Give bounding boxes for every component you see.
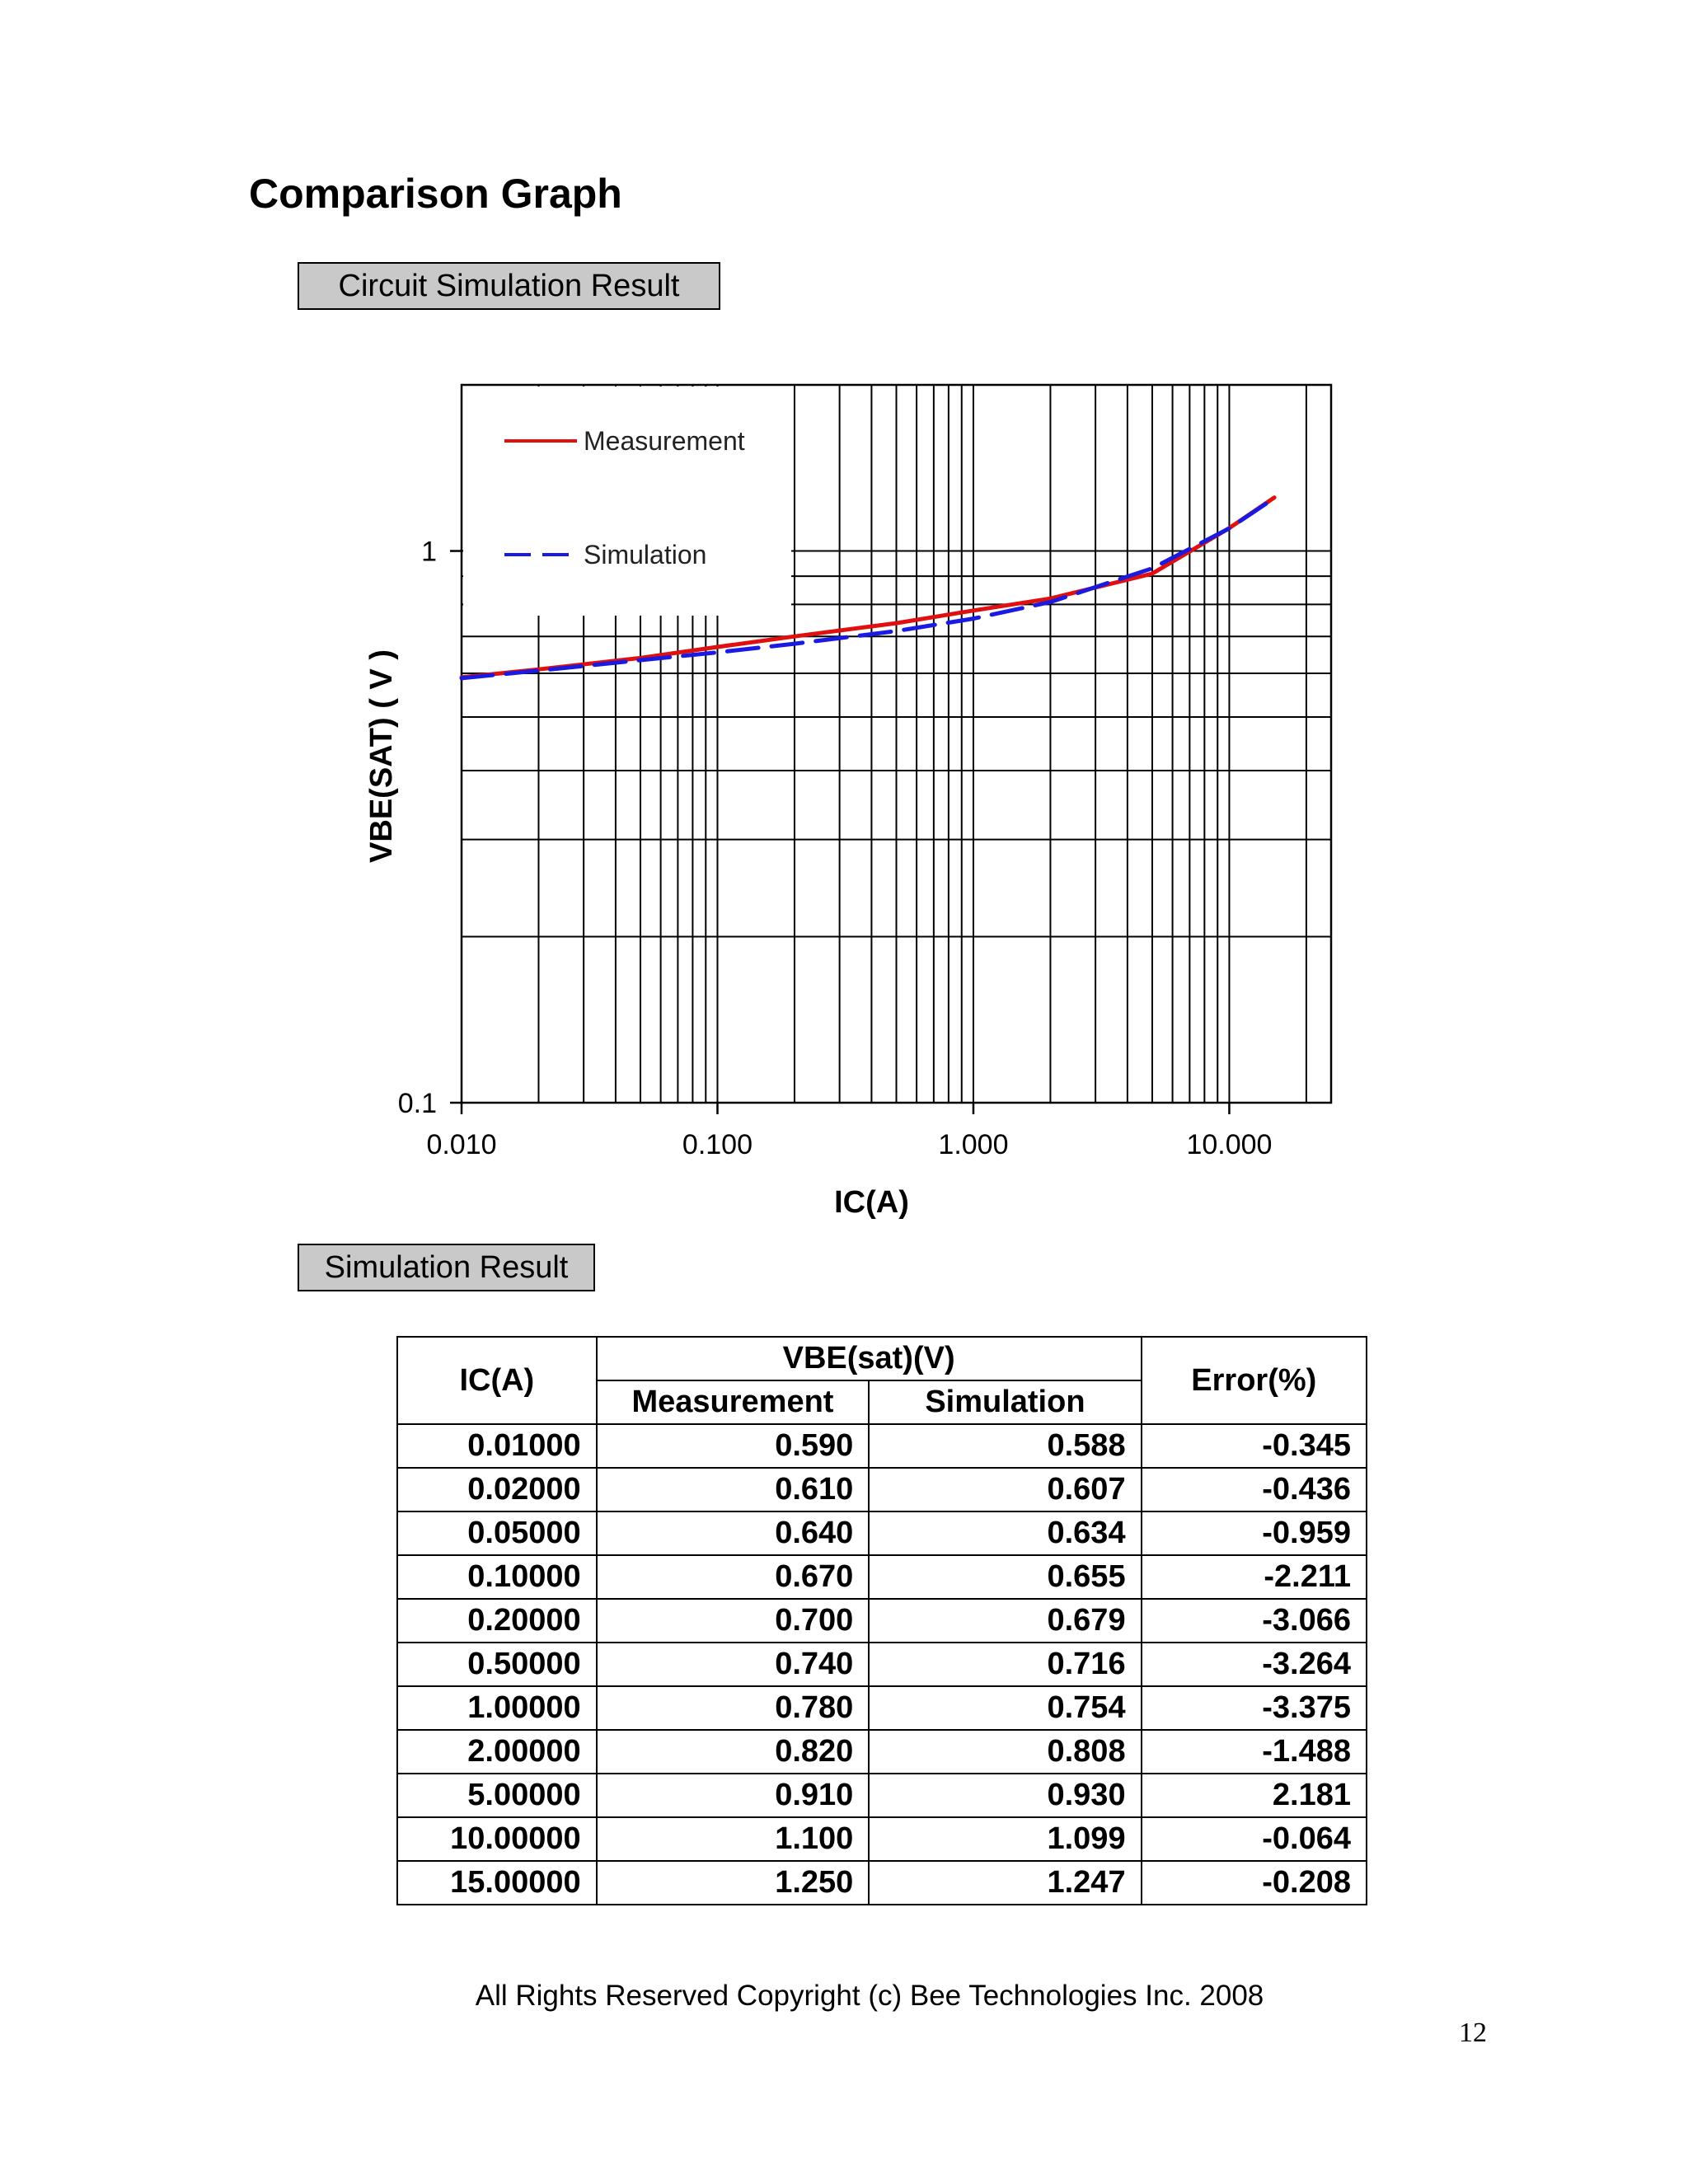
header-simulation: Simulation (869, 1380, 1141, 1424)
y-tick-label: 0.1 (397, 1088, 437, 1119)
comparison-chart (354, 363, 1376, 1253)
cell-measurement: 0.700 (597, 1599, 870, 1643)
cell-ic: 2.00000 (397, 1730, 597, 1774)
page-title: Comparison Graph (249, 171, 622, 217)
cell-error: -0.436 (1142, 1468, 1367, 1511)
y-tick-label: 1 (421, 536, 437, 568)
cell-measurement: 0.640 (597, 1511, 870, 1555)
cell-measurement: 0.610 (597, 1468, 870, 1511)
cell-simulation: 1.247 (869, 1861, 1141, 1905)
cell-measurement: 1.250 (597, 1861, 870, 1905)
cell-ic: 10.00000 (397, 1817, 597, 1861)
x-tick-label: 10.000 (1186, 1129, 1273, 1160)
cell-measurement: 0.670 (597, 1555, 870, 1599)
table-row (397, 1774, 1367, 1817)
cell-error: 2.181 (1142, 1774, 1367, 1817)
table-row (397, 1511, 1367, 1555)
legend-label-simulation: Simulation (584, 540, 707, 569)
cell-measurement: 0.780 (597, 1686, 870, 1730)
cell-simulation: 0.808 (869, 1730, 1141, 1774)
cell-ic: 0.10000 (397, 1555, 597, 1599)
table-row (397, 1599, 1367, 1643)
table-row (397, 1686, 1367, 1730)
cell-simulation: 0.679 (869, 1599, 1141, 1643)
header-vbe: VBE(sat)(V) (597, 1337, 1142, 1380)
cell-simulation: 1.099 (869, 1817, 1141, 1861)
table-row (397, 1730, 1367, 1774)
y-axis-title: VBE(SAT) ( V ) (364, 649, 399, 863)
cell-measurement: 0.590 (597, 1424, 870, 1468)
x-axis-title: IC(A) (834, 1185, 909, 1220)
cell-error: -3.375 (1142, 1686, 1367, 1730)
cell-measurement: 0.910 (597, 1774, 870, 1817)
header-error: Error(%) (1142, 1337, 1367, 1424)
cell-error: -0.345 (1142, 1424, 1367, 1468)
cell-simulation: 0.930 (869, 1774, 1141, 1817)
table-row (397, 1817, 1367, 1861)
cell-simulation: 0.607 (869, 1468, 1141, 1511)
cell-simulation: 0.634 (869, 1511, 1141, 1555)
cell-simulation: 0.754 (869, 1686, 1141, 1730)
circuit-simulation-result-label: Circuit Simulation Result (298, 262, 720, 310)
cell-ic: 0.01000 (397, 1424, 597, 1468)
simulation-result-label: Simulation Result (298, 1244, 595, 1291)
cell-ic: 0.02000 (397, 1468, 597, 1511)
cell-simulation: 0.655 (869, 1555, 1141, 1599)
cell-error: -3.066 (1142, 1599, 1367, 1643)
cell-error: -3.264 (1142, 1643, 1367, 1686)
cell-measurement: 0.740 (597, 1643, 870, 1686)
cell-error: -0.959 (1142, 1511, 1367, 1555)
cell-error: -0.064 (1142, 1817, 1367, 1861)
x-tick-label: 1.000 (938, 1129, 1009, 1160)
legend-label-measurement: Measurement (584, 426, 745, 456)
table-row (397, 1643, 1367, 1686)
cell-ic: 5.00000 (397, 1774, 597, 1817)
cell-simulation: 0.588 (869, 1424, 1141, 1468)
table-row (397, 1424, 1367, 1468)
header-measurement: Measurement (597, 1380, 870, 1424)
cell-ic: 1.00000 (397, 1686, 597, 1730)
x-tick-label: 0.100 (682, 1129, 753, 1160)
header-ic: IC(A) (397, 1337, 597, 1424)
cell-error: -0.208 (1142, 1861, 1367, 1905)
cell-error: -2.211 (1142, 1555, 1367, 1599)
x-tick-label: 0.010 (426, 1129, 497, 1160)
cell-error: -1.488 (1142, 1730, 1367, 1774)
table-row (397, 1861, 1367, 1905)
cell-ic: 0.50000 (397, 1643, 597, 1686)
table-row (397, 1468, 1367, 1511)
chart-legend (463, 387, 791, 616)
legend-box (463, 387, 791, 616)
page-number: 12 (1459, 2018, 1487, 2048)
cell-simulation: 0.716 (869, 1643, 1141, 1686)
copyright-notice: All Rights Reserved Copyright (c) Bee Technologies Inc. 2008 (475, 1980, 1264, 2012)
cell-ic: 0.20000 (397, 1599, 597, 1643)
cell-ic: 15.00000 (397, 1861, 597, 1905)
cell-ic: 0.05000 (397, 1511, 597, 1555)
cell-measurement: 0.820 (597, 1730, 870, 1774)
table-row (397, 1555, 1367, 1599)
results-table (396, 1336, 1367, 1905)
cell-measurement: 1.100 (597, 1817, 870, 1861)
